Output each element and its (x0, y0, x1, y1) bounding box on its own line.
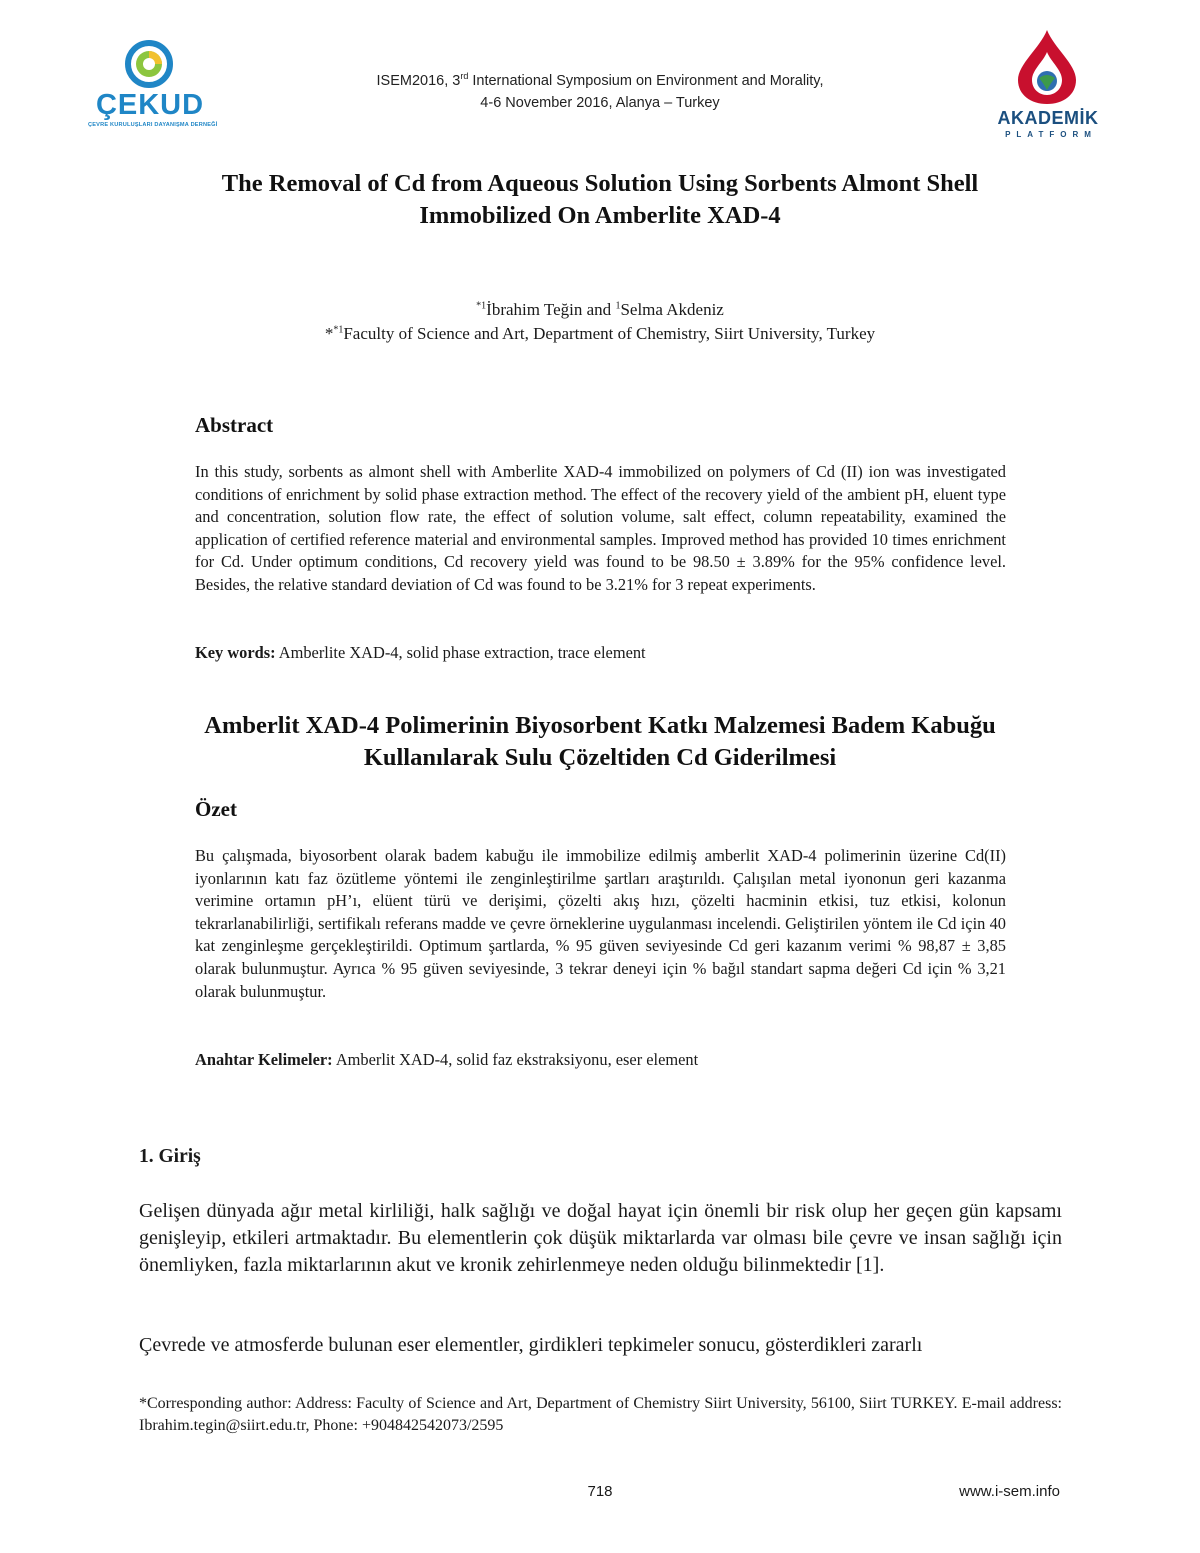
turkish-title (120, 710, 1080, 774)
cekud-logo (88, 38, 218, 130)
conference-line-2: 4-6 November 2016, Alanya – Turkey (480, 95, 720, 111)
author-block (150, 298, 1050, 346)
paper-title-line-1: The Removal of Cd from Aqueous Solution Using Sorbents Almont Shell (221, 170, 979, 197)
ozet-keywords: Anahtar Kelimeler: Amberlit XAD-4, solid faz ekstraksiyonu, eser element (195, 1050, 699, 1069)
ozet-text: Bu çalışmada, biyosorbent olarak badem kabuğu ile immobilize edilmiş amberlit XAD-4 polimerinin üzerine Cd(II) iyonlarının katı faz özütleme yöntemi ile zenginleştirilme şartları araştırıldı. Çalışılan metal iyononun geri kazanma verimine ortamın pH’ı, elüent türü ve derişimi, çözelti akış hızı, çözelti hacminin etkisi, tuz etkisi, kolonun tekrarlanabilirliği, sertifikalı referans madde ve çevre örneklerine uygulanması incelendi. Geliştirilen yöntem ile Cd için 40 kat zenginleşme gerçekleştirildi. Optimum şartlarda, % 95 güven seviyesinde Cd geri kazanım verimi % 98,87 ± 3,85 olarak bulunmuştur. Ayrıca % 95 güven seviyesinde, 3 tekrar deneyi için % bağıl standart sapma değeri Cd için % 3,21 olarak bulunmuştur. (195, 846, 1006, 1001)
corresponding-author-footnote: *Corresponding author: Address: Faculty of Science and Art, Department of Chemistry Siirt University, 56100, Siirt TURKEY. E-mail address: Ibrahim.tegin@siirt.edu.tr, Phone: +904842542073/2595 (139, 1395, 1062, 1434)
paper-title (120, 168, 1080, 232)
conference-info (300, 70, 900, 114)
introduction-paragraph-2: Çevrede ve atmosferde bulunan eser elementler, girdikleri tepkimeler sonucu, gösterdikleri zararlı (139, 1334, 923, 1356)
cekud-ring-icon (125, 40, 173, 88)
flame-drop-icon (1014, 28, 1080, 106)
akademik-logo-subtitle: PLATFORM (1005, 130, 1097, 139)
introduction-heading: 1. Giriş (139, 1146, 201, 1167)
page-number: 718 (587, 1483, 613, 1500)
cekud-logo-subtitle: ÇEVRE KURULUŞLARI DAYANIŞMA DERNEĞİ (88, 122, 218, 128)
author-names: $^{*1}$İbrahim Teğin and $^1$Selma Akdeniz (476, 300, 724, 319)
turkish-title-line-2: Kullanılarak Sulu Çözeltiden Cd Giderilmesi (363, 744, 837, 771)
turkish-title-line-1: Amberlit XAD-4 Polimerinin Biyosorbent Katkı Malzemesi Badem Kabuğu (204, 712, 996, 739)
akademik-platform-logo (992, 28, 1104, 148)
cekud-logo-text: ÇEKUD (95, 89, 205, 121)
conference-line-1: ISEM2016, 3rd International Symposium on Environment and Morality, (376, 71, 824, 89)
abstract-heading: Abstract (195, 413, 274, 437)
ozet-heading: Özet (195, 797, 237, 821)
abstract-keywords: Key words: Amberlite XAD-4, solid phase extraction, trace element (195, 643, 646, 662)
abstract-text: In this study, sorbents as almont shell with Amberlite XAD-4 immobilized on polymers of Cd (II) ion was investigated conditions of enrichment by solid phase extraction method. The effect of the recovery yield of the ambient pH, eluent type and concentration, solution flow rate, the effect of solution volume, salt effect, column repeatability, examined the application of certified reference material and environmental samples. Improved method has provided 10 times enrichment for Cd. Under optimum conditions, Cd recovery yield was found to be 98.50 ± 3.89% for the 95% confidence level. Besides, the relative standard deviation of Cd was found to be 3.21% for 3 repeat experiments. (195, 462, 1006, 594)
akademik-logo-text: AKADEMİK (997, 108, 1099, 128)
introduction-paragraph-1: Gelişen dünyada ağır metal kirliliği, halk sağlığı ve doğal hayat için önemli bir risk olup her geçen gün kapsamı genişleyip, etkileri artmaktadır. Bu elementlerin çok düşük miktarlarda var olması bile çevre ve insan sağlığı için önemliyken, fazla miktarlarının akut ve kronik zehirlenmeye neden olduğu bilinmektedir [1]. (139, 1200, 1062, 1276)
paper-title-line-2: Immobilized On Amberlite XAD-4 (419, 202, 781, 229)
website-link[interactable]: www.i-sem.info (959, 1483, 1060, 1500)
author-affiliation: *$^{*1}$Faculty of Science and Art, Department of Chemistry, Siirt University, Turkey (324, 324, 876, 343)
